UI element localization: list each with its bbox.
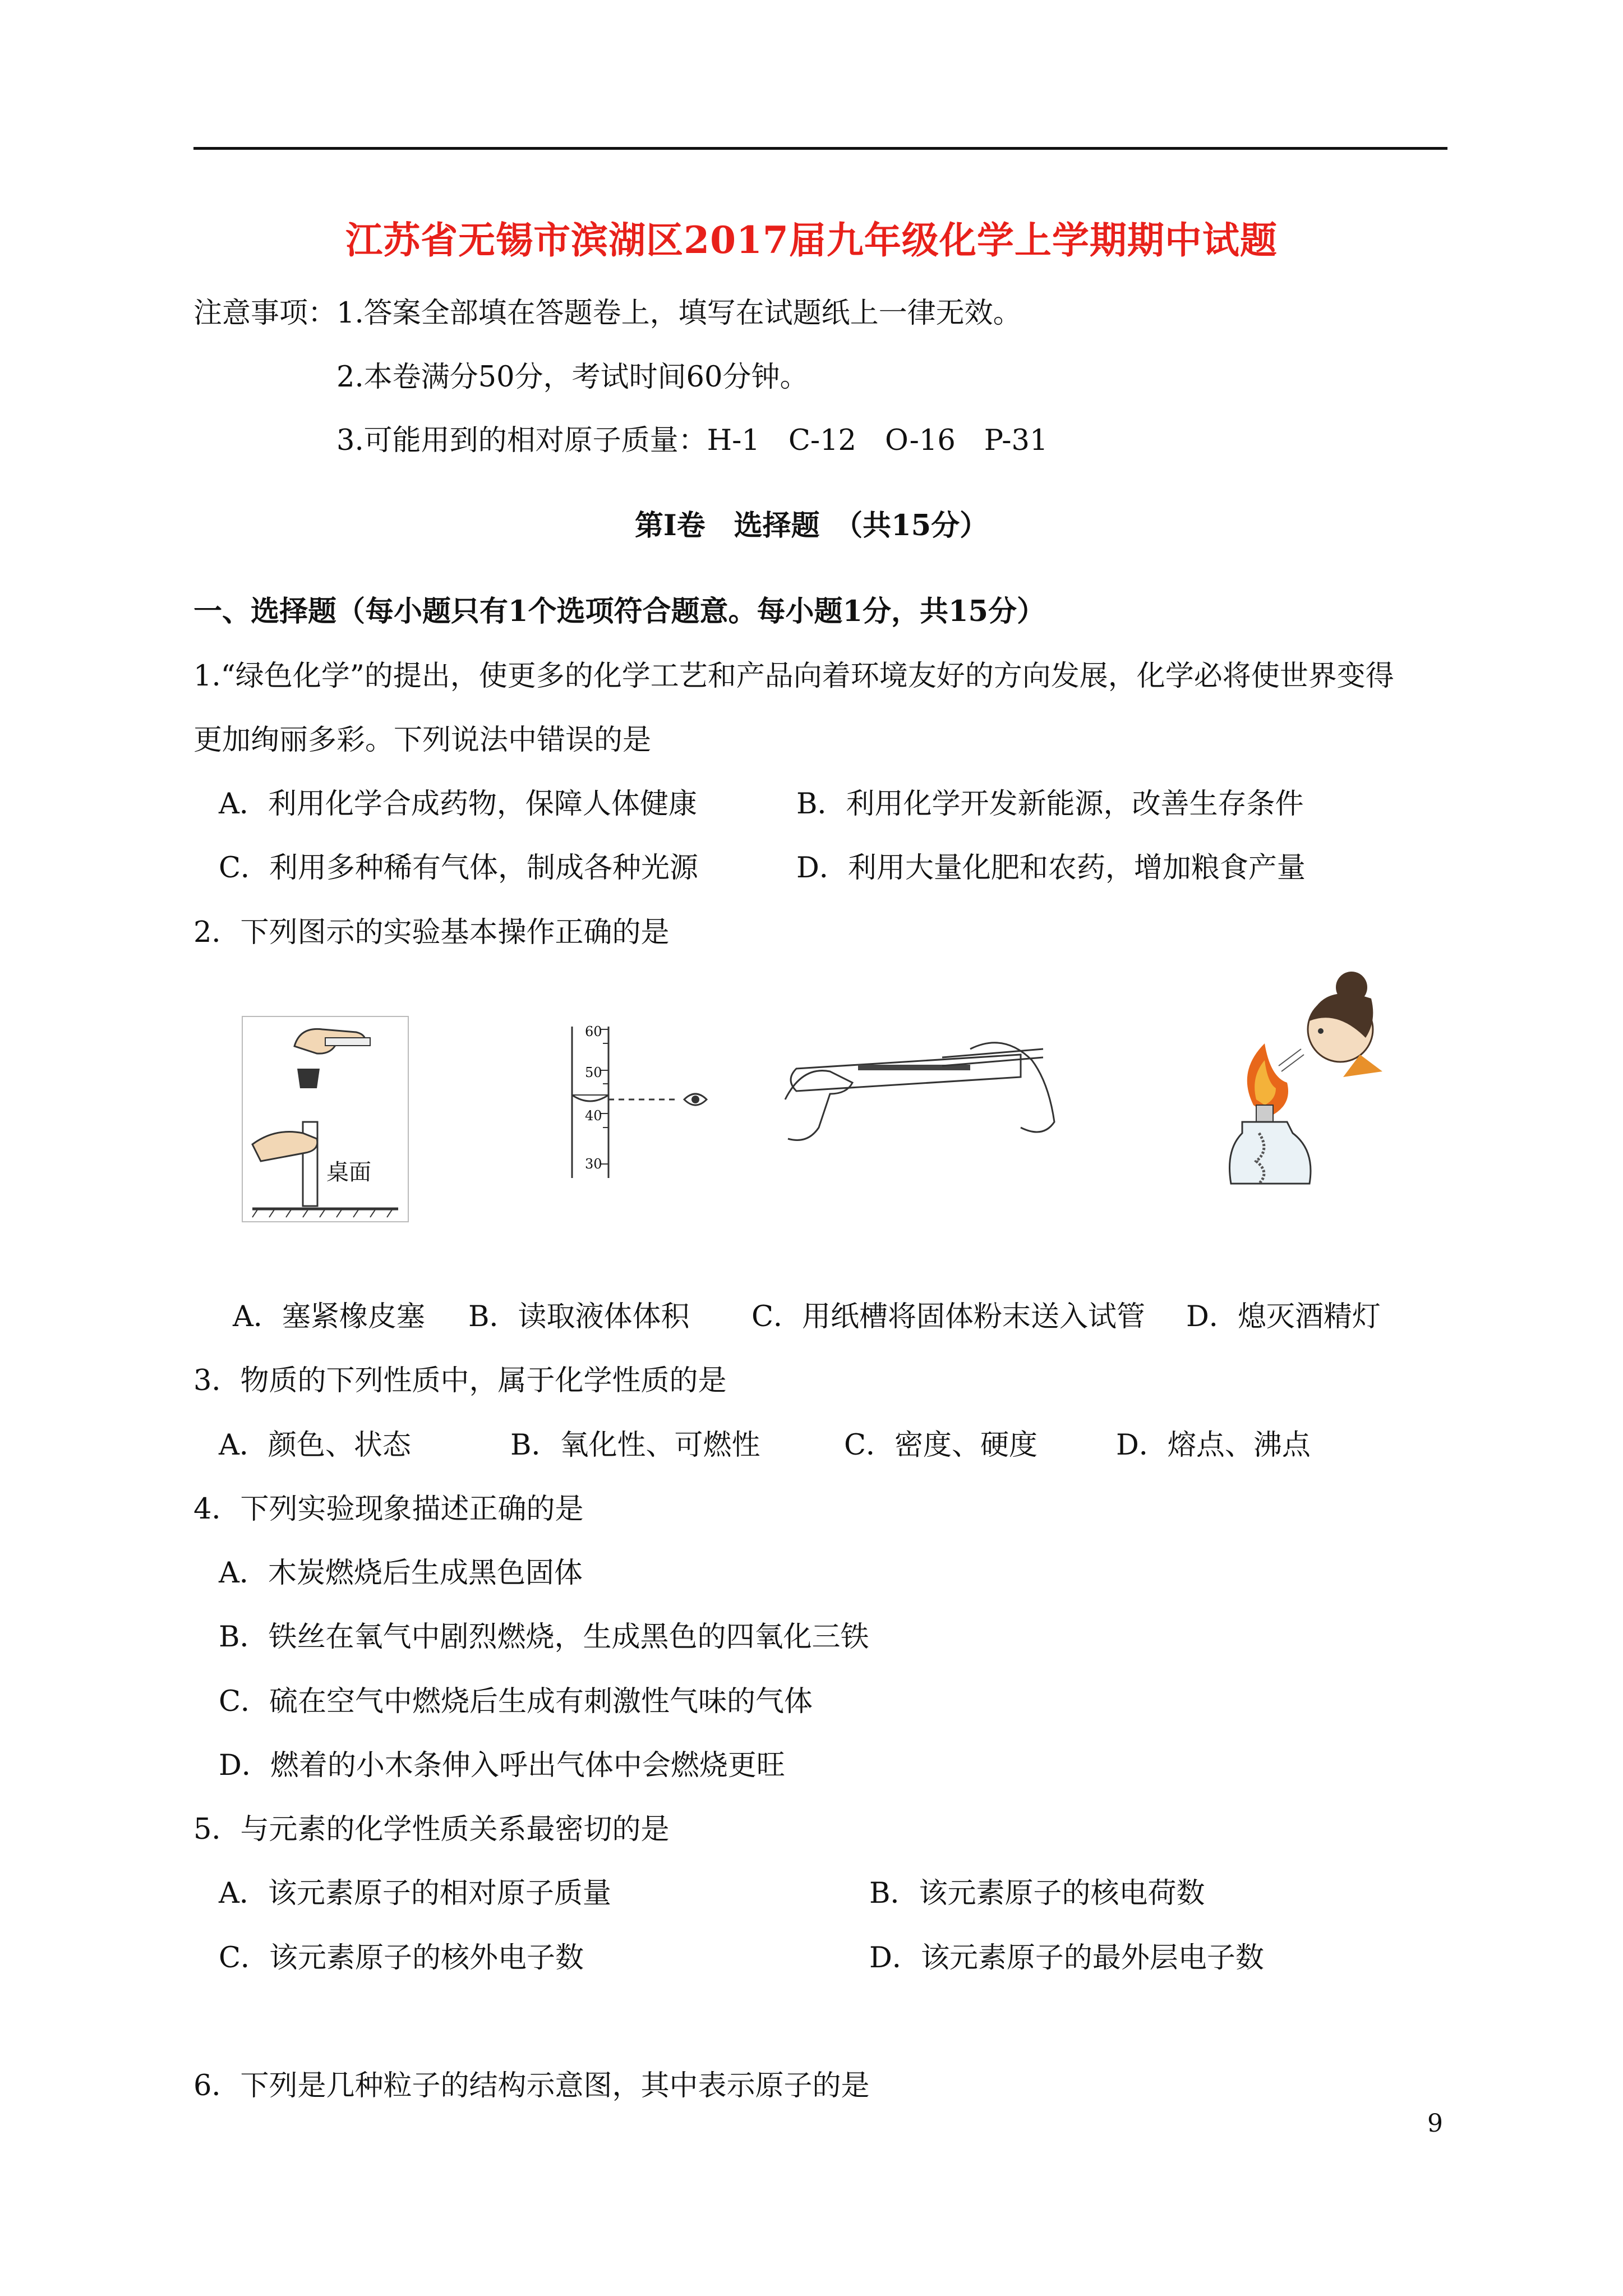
exam-title: 江苏省无锡市滨湖区2017届九年级化学上学期期中试题: [345, 218, 1278, 262]
header-rule: [193, 147, 1447, 150]
figure-b-cylinder: [555, 1021, 735, 1184]
q5-option-b: B．该元素原子的核电荷数: [869, 1877, 1205, 1910]
q5-option-c: C．该元素原子的核外电子数: [219, 1941, 584, 1975]
q5-stem: 5．与元素的化学性质关系最密切的是: [193, 1813, 670, 1846]
q4-option-a: A．木炭燃烧后生成黑色固体: [219, 1557, 583, 1590]
q3-option-d: D．熔点、沸点: [1116, 1429, 1311, 1462]
q5-option-a: A．该元素原子的相对原子质量: [219, 1877, 611, 1910]
figure-b-tick-40: 40: [585, 1108, 602, 1124]
notice-item-2: 2.本卷满分50分，考试时间60分钟。: [336, 361, 809, 394]
q2-option-c: C．用纸槽将固体粉末送入试管: [751, 1300, 1146, 1333]
q2-option-a: A．塞紧橡皮塞: [233, 1300, 425, 1333]
q1-option-a: A．利用化学合成药物，保障人体健康: [219, 788, 697, 821]
figure-d-alcohol-lamp: [1200, 965, 1402, 1217]
q6-stem: 6．下列是几种粒子的结构示意图，其中表示原子的是: [193, 2069, 870, 2102]
q3-option-c: C．密度、硬度: [844, 1429, 1038, 1462]
notice-item-1: 1.答案全部填在答题卷上，填写在试题纸上一律无效。: [336, 297, 1022, 330]
q2-option-d: D．熄灭酒精灯: [1186, 1300, 1381, 1333]
figure-b-tick-50: 50: [585, 1065, 602, 1080]
q3-option-a: A．颜色、状态: [219, 1429, 411, 1462]
figure-a-desk-label: 桌面: [326, 1159, 371, 1185]
q4-option-d: D．燃着的小木条伸入呼出气体中会燃烧更旺: [219, 1749, 785, 1782]
q2-stem: 2．下列图示的实验基本操作正确的是: [193, 916, 670, 949]
q1-option-d: D．利用大量化肥和农药，增加粮食产量: [796, 852, 1306, 885]
q4-stem: 4．下列实验现象描述正确的是: [193, 1493, 584, 1526]
part1-heading: 第Ⅰ卷 选择题 （共15分）: [634, 509, 989, 542]
figure-b-tick-60: 60: [585, 1024, 602, 1039]
q1-stem-line1: 1.“绿色化学”的提出，使更多的化学工艺和产品向着环境友好的方向发展，化学必将使世界变得: [193, 660, 1394, 693]
q4-option-c: C．硫在空气中燃烧后生成有刺激性气味的气体: [219, 1685, 813, 1718]
figure-a-stopper: [241, 1015, 409, 1223]
page-number: 9: [1427, 2109, 1443, 2138]
q1-option-c: C．利用多种稀有气体，制成各种光源: [219, 852, 699, 885]
q4-option-b: B．铁丝在氧气中剧烈燃烧，生成黑色的四氧化三铁: [219, 1621, 869, 1654]
q3-option-b: B．氧化性、可燃性: [510, 1429, 760, 1462]
figure-b-tick-30: 30: [585, 1156, 602, 1172]
q5-option-d: D．该元素原子的最外层电子数: [869, 1941, 1264, 1975]
q3-stem: 3．物质的下列性质中，属于化学性质的是: [193, 1364, 727, 1397]
q1-option-b: B．利用化学开发新能源，改善生存条件: [796, 788, 1304, 821]
notice-item-3: 3.可能用到的相对原子质量：H-1 C-12 O-16 P-31: [336, 424, 1048, 457]
section1-heading: 一、选择题（每小题只有1个选项符合题意。每小题1分，共15分）: [193, 595, 1045, 628]
q2-option-b: B．读取液体体积: [468, 1300, 690, 1333]
q1-stem-line2: 更加绚丽多彩。下列说法中错误的是: [193, 724, 652, 757]
figure-c-paper-trough: [774, 1015, 1066, 1161]
notice-label: 注意事项：: [193, 297, 337, 330]
